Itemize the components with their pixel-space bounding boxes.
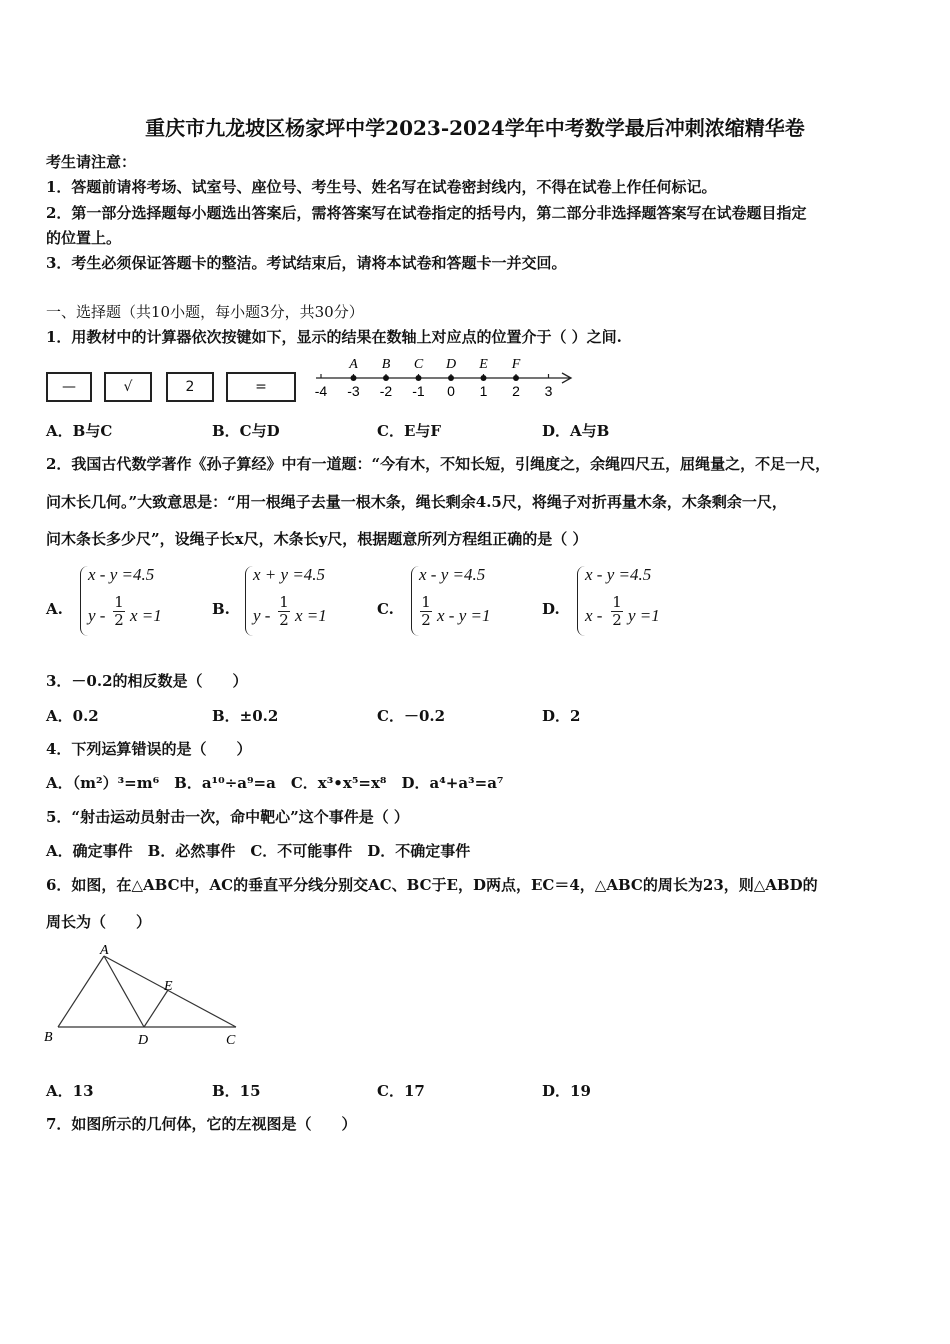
equation-2-left: x - xyxy=(585,606,603,625)
number-line-point xyxy=(383,375,389,381)
page-title: 重庆市九龙坡区杨家坪中学2023-2024学年中考数学最后冲刺浓缩精华卷 xyxy=(145,116,805,140)
calculator-key-2: 2 xyxy=(166,372,214,402)
q5-options[interactable]: A．确定事件 B．必然事件 C．不可能事件 D．不确定事件 xyxy=(46,842,471,860)
number-line-tick-label: 1 xyxy=(479,383,488,399)
question-3-stem: 3．－0.2的相反数是（ ） xyxy=(46,672,248,690)
equation-2-left: y - xyxy=(253,606,271,625)
notice-item: 1．答题前请将考场、试室号、座位号、考生号、姓名写在试卷密封线内，不得在试卷上作任何标记。 xyxy=(46,178,717,196)
q3-option-a[interactable]: A．0.2 xyxy=(46,707,99,725)
question-2-line: 问木长几何。”大致意思是：“用一根绳子去量一根木条，绳长剩余4.5尺，将绳子对折再量木条，木条剩余一尺， xyxy=(46,493,787,511)
q2-option-label: D. xyxy=(542,600,560,618)
question-5-stem: 5．“射击运动员射击一次，命中靶心”这个事件是（ ） xyxy=(46,808,409,826)
number-line-point-label: A xyxy=(349,357,358,372)
question-6-line: 6．如图，在△ABC中，AC的垂直平分线分别交AC、BC于E，D两点，EC＝4，△ABC的周长为23，则△ABD的 xyxy=(46,876,818,894)
q3-option-b[interactable]: B．±0.2 xyxy=(212,707,279,725)
number-line-point-label: B xyxy=(381,357,391,372)
number-line-point-label: F xyxy=(511,357,521,372)
number-line-tick-label: -1 xyxy=(412,383,425,399)
equation-2-right: x - y =1 xyxy=(437,606,491,625)
number-line-point xyxy=(448,375,454,381)
fraction-denominator: 2 xyxy=(421,611,431,629)
question-2-line: 2．我国古代数学著作《孙子算经》中有一道题：“今有木，不知长短，引绳度之，余绳四尺五，屈绳量之，不足一尺， xyxy=(46,455,831,473)
number-line-tick-label: -4 xyxy=(314,383,328,399)
equation-1: x - y =4.5 xyxy=(585,565,652,584)
q1-option-a[interactable]: A．B与C xyxy=(46,422,113,440)
q6-option-b[interactable]: B．15 xyxy=(212,1082,261,1100)
fraction-denominator: 2 xyxy=(612,611,622,629)
fraction-numerator: 1 xyxy=(114,593,124,611)
q2-option-label: C. xyxy=(377,600,394,618)
label-c: C xyxy=(226,1033,236,1048)
equation-2-left: y - xyxy=(88,606,106,625)
q2-option-label: A. xyxy=(46,600,63,618)
q6-option-d[interactable]: D．19 xyxy=(542,1082,591,1100)
notice-item: 的位置上。 xyxy=(46,229,122,247)
question-1-stem: 1．用教材中的计算器依次按键如下，显示的结果在数轴上对应点的位置介于（ ）之间. xyxy=(46,328,622,346)
fraction xyxy=(277,594,291,629)
number-line-point xyxy=(513,375,519,381)
fraction-denominator: 2 xyxy=(114,611,124,629)
number-line-point xyxy=(416,375,422,381)
q1-option-b[interactable]: B．C与D xyxy=(212,422,280,440)
equation-2-right: y =1 xyxy=(628,606,660,625)
triangle-figure xyxy=(40,938,250,1050)
equation-2-right: x =1 xyxy=(130,606,162,625)
equation-1: x - y =4.5 xyxy=(419,565,486,584)
label-a: A xyxy=(100,943,109,958)
section-heading: 一、选择题（共10小题，每小题3分，共30分） xyxy=(46,303,364,321)
segment-ab xyxy=(58,956,104,1027)
number-line-point-label: C xyxy=(413,357,424,372)
question-6-line: 周长为（ ） xyxy=(46,913,152,931)
number-line xyxy=(308,354,578,402)
calculator-key-minus: — xyxy=(46,372,92,402)
fraction-denominator: 2 xyxy=(279,611,289,629)
fraction xyxy=(419,594,433,629)
number-line-point xyxy=(351,375,357,381)
number-line-point-label: D xyxy=(445,357,457,372)
q6-option-c[interactable]: C．17 xyxy=(377,1082,425,1100)
equation-1: x - y =4.5 xyxy=(88,565,155,584)
q2-option-label: B. xyxy=(212,600,230,618)
number-line-tick-label: 0 xyxy=(447,383,455,399)
segment-de xyxy=(144,990,168,1027)
number-line-point-label: E xyxy=(479,357,488,372)
question-7-stem: 7．如图所示的几何体，它的左视图是（ ） xyxy=(46,1115,357,1133)
fraction xyxy=(112,594,126,629)
fraction-numerator: 1 xyxy=(421,593,431,611)
label-e: E xyxy=(164,979,173,994)
q3-option-d[interactable]: D．2 xyxy=(542,707,581,725)
equation-1: x + y =4.5 xyxy=(253,565,326,584)
question-4-stem: 4．下列运算错误的是（ ） xyxy=(46,740,252,758)
fraction-numerator: 1 xyxy=(279,593,289,611)
calculator-key-equals: = xyxy=(226,372,296,402)
number-line-point xyxy=(481,375,487,381)
equation-2-right: x =1 xyxy=(295,606,327,625)
number-line-tick-label: 2 xyxy=(512,383,520,399)
q1-option-d[interactable]: D．A与B xyxy=(542,422,610,440)
notice-heading: 考生请注意： xyxy=(46,153,137,171)
number-line-tick-label: -3 xyxy=(347,383,360,399)
question-2-line: 问木条长多少尺”，设绳子长x尺，木条长y尺，根据题意所列方程组正确的是（ ） xyxy=(46,530,588,548)
fraction-numerator: 1 xyxy=(612,593,622,611)
q1-option-c[interactable]: C．E与F xyxy=(377,422,442,440)
q4-options[interactable]: A．（m²）³=m⁶ B．a¹⁰÷a⁹=a C．x³•x⁵=x⁸ D．a⁴+a³=a⁷ xyxy=(46,774,504,792)
calculator-key-sqrt: √ xyxy=(104,372,152,402)
number-line-tick-label: -2 xyxy=(379,383,393,399)
notice-item: 2．第一部分选择题每小题选出答案后，需将答案写在试卷指定的括号内，第二部分非选择题答案写在试卷题目指定 xyxy=(46,204,807,222)
q6-option-a[interactable]: A．13 xyxy=(46,1082,94,1100)
q3-option-c[interactable]: C．－0.2 xyxy=(377,707,446,725)
label-d: D xyxy=(138,1033,149,1048)
label-b: B xyxy=(44,1030,53,1045)
notice-item: 3．考生必须保证答题卡的整洁。考试结束后，请将本试卷和答题卡一并交回。 xyxy=(46,254,567,272)
number-line-tick-label: 3 xyxy=(544,383,553,399)
fraction xyxy=(610,594,624,629)
